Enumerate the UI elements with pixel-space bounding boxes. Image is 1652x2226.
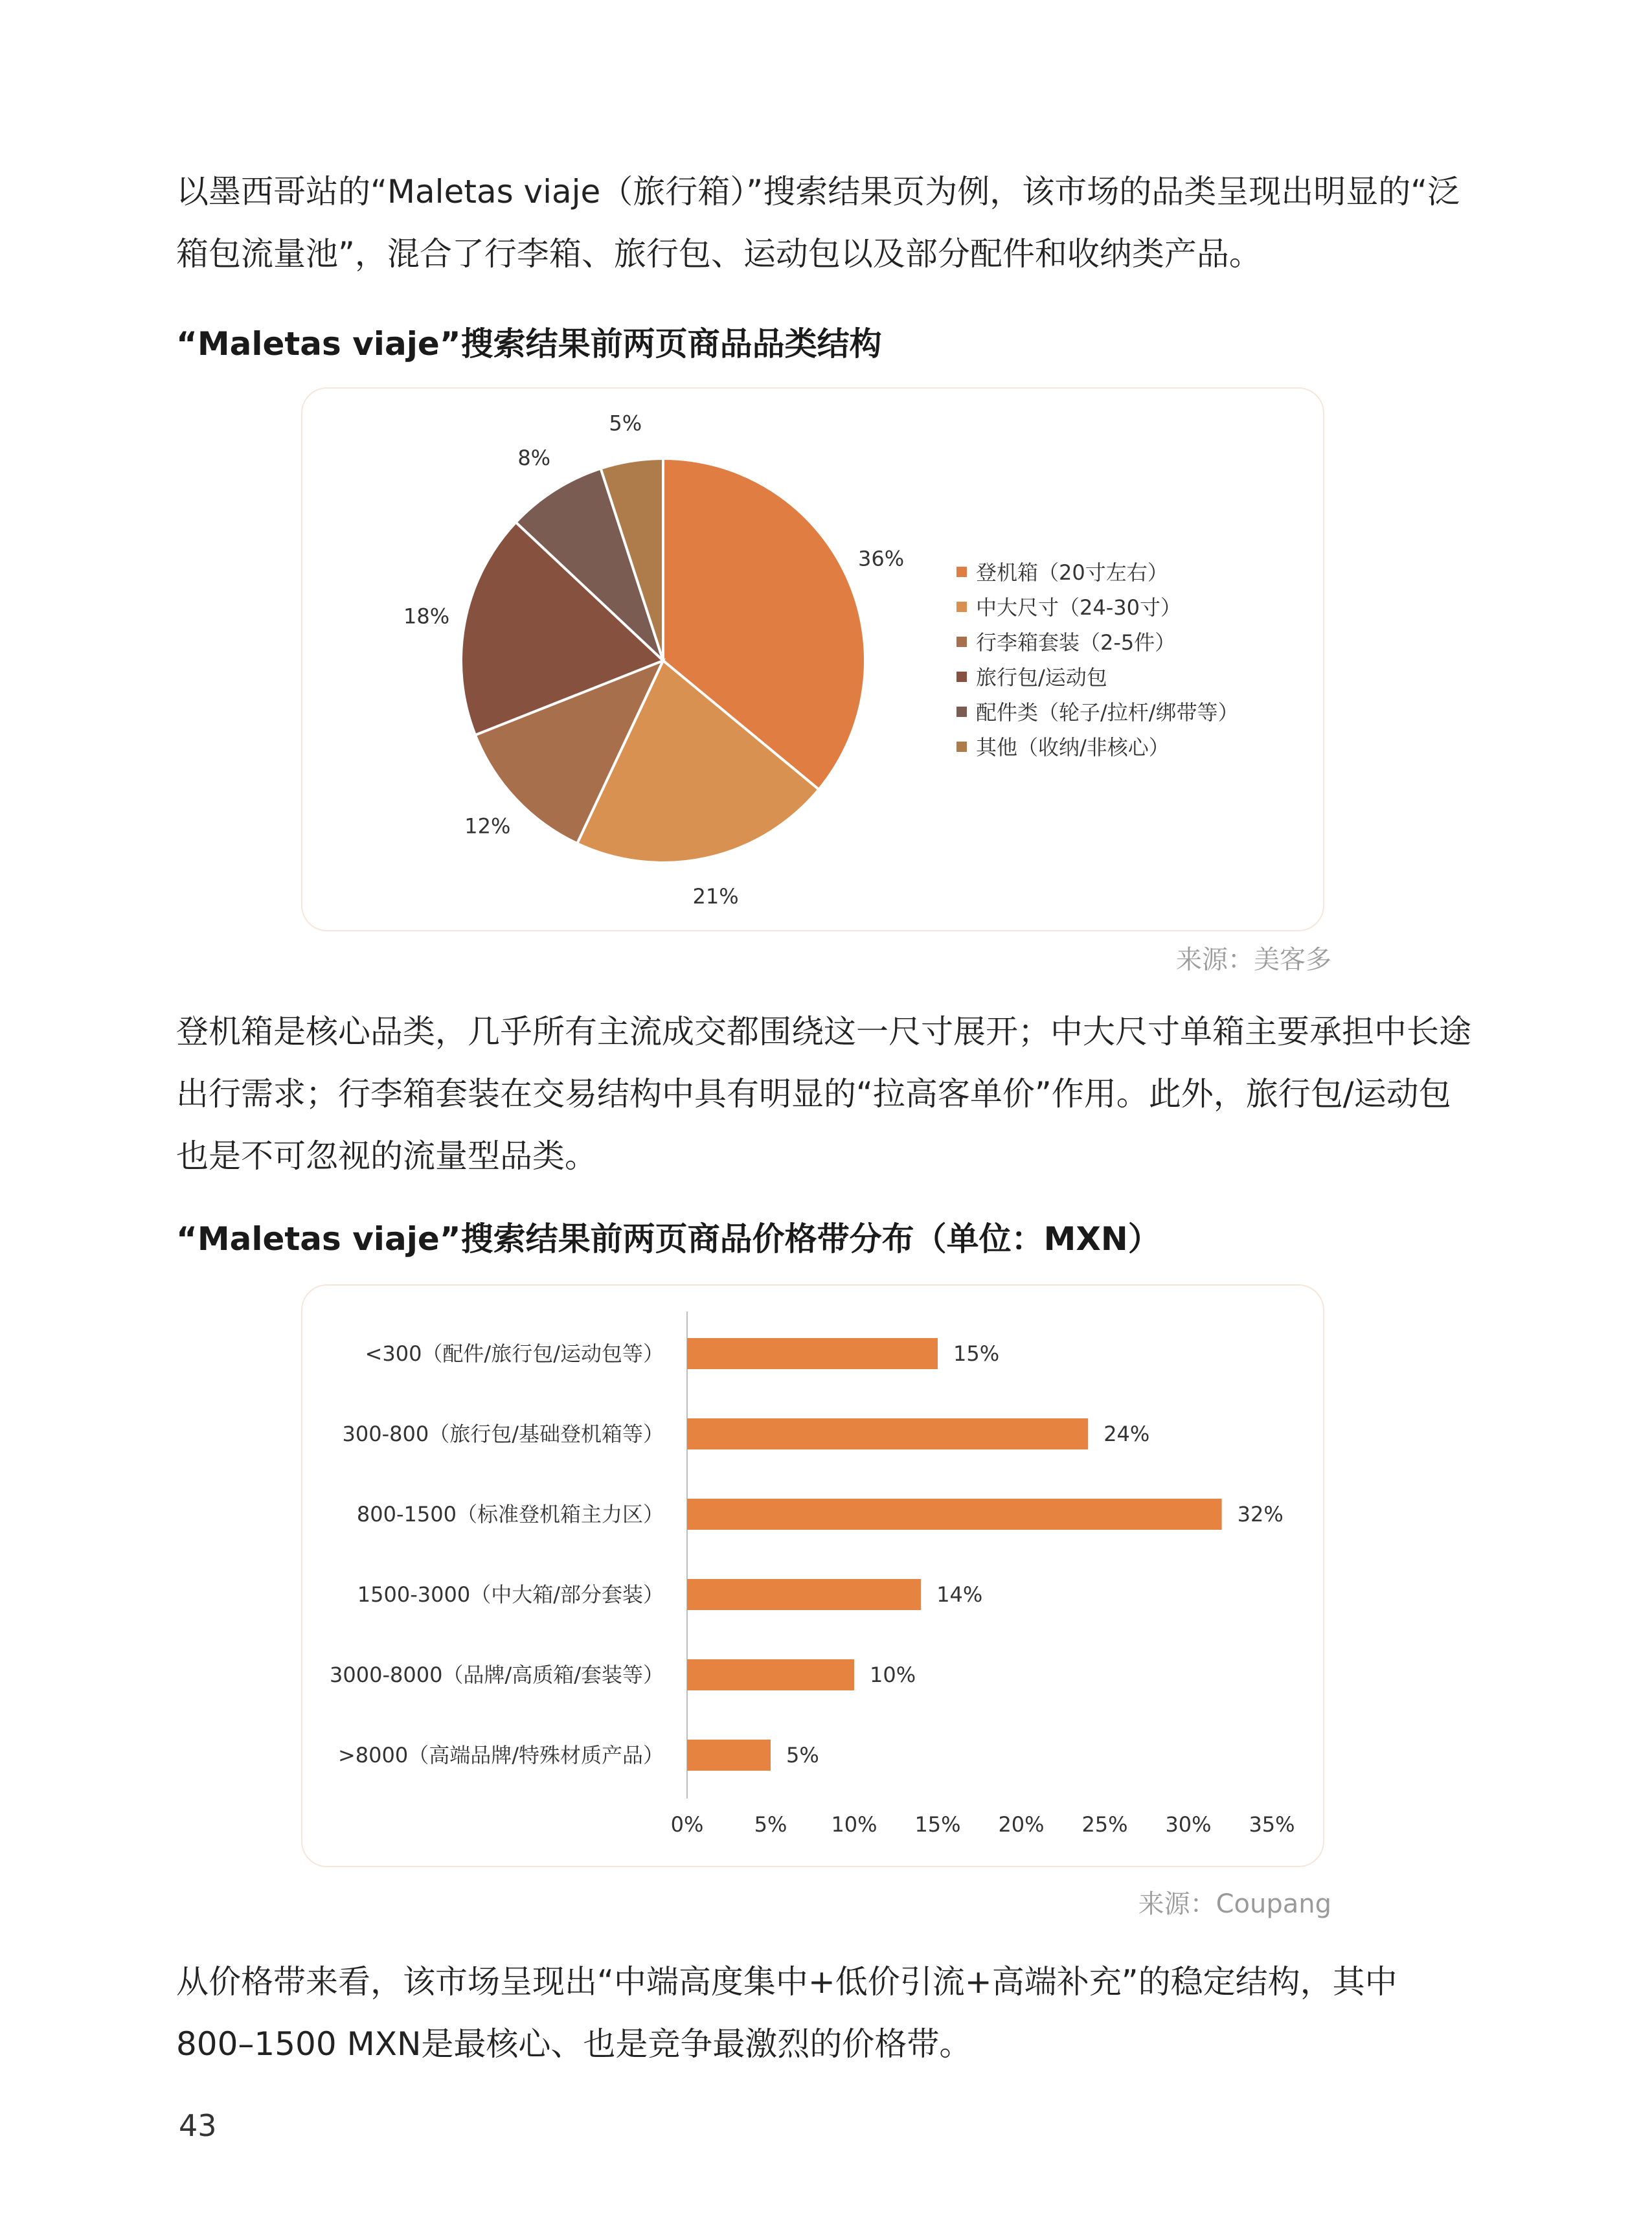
conclusion-paragraph-line-1: 从价格带来看，该市场呈现出“中端高度集中+低价引流+高端补充”的稳定结构，其中 (176, 1963, 1397, 2001)
bar-chart-source: 来源：Coupang (1138, 1889, 1331, 1919)
pie-chart (302, 389, 1323, 930)
analysis-paragraph-line-2: 出行需求；行李箱套装在交易结构中具有明显的“拉高客单价”作用。此外，旅行包/运动包 (176, 1075, 1451, 1113)
x-tick-label: 30% (1165, 1812, 1212, 1837)
x-tick-label: 15% (914, 1812, 961, 1837)
x-tick-label: 20% (998, 1812, 1045, 1837)
legend-swatch (956, 602, 967, 612)
bar-category-label: 800-1500（标准登机箱主力区） (356, 1502, 664, 1527)
x-tick-label: 35% (1249, 1812, 1295, 1837)
legend-label: 其他（收纳/非核心） (976, 735, 1170, 760)
bar-category-label: <300（配件/旅行包/运动包等） (365, 1341, 664, 1366)
page-number: 43 (179, 2108, 217, 2143)
analysis-paragraph-line-3: 也是不可忽视的流量型品类。 (176, 1137, 597, 1175)
intro-paragraph-line-2: 箱包流量池”，混合了行李箱、旅行包、运动包以及部分配件和收纳类产品。 (176, 235, 1262, 273)
bar-data-label: 32% (1237, 1502, 1284, 1527)
bar-chart-card (301, 1284, 1324, 1867)
bar (687, 1338, 938, 1369)
analysis-paragraph-line-1: 登机箱是核心品类，几乎所有主流成交都围绕这一尺寸展开；中大尺寸单箱主要承担中长途 (176, 1013, 1471, 1051)
pie-chart-title: “Maletas viaje”搜索结果前两页商品品类结构 (176, 325, 882, 363)
conclusion-paragraph-line-2: 800–1500 MXN是最核心、也是竞争最激烈的价格带。 (176, 2025, 972, 2063)
bar-data-label: 10% (870, 1663, 916, 1687)
pie-chart-card (301, 387, 1324, 931)
bar-chart (302, 1286, 1323, 1866)
x-tick-label: 25% (1081, 1812, 1128, 1837)
legend-label: 旅行包/运动包 (976, 665, 1107, 690)
legend-label: 登机箱（20寸左右） (976, 560, 1168, 585)
pie-chart-source: 来源：美客多 (1176, 945, 1331, 975)
bar (687, 1740, 771, 1771)
bar (687, 1418, 1088, 1449)
pie-data-label: 5% (609, 411, 642, 436)
bar-category-label: 3000-8000（品牌/高质箱/套装等） (330, 1663, 664, 1687)
legend-swatch (956, 672, 967, 682)
pie-data-label: 18% (403, 604, 450, 629)
legend-swatch (956, 637, 967, 647)
bar-data-label: 14% (936, 1582, 983, 1607)
pie-data-label: 36% (858, 546, 905, 571)
bar-chart-title: “Maletas viaje”搜索结果前两页商品价格带分布（单位：MXN） (176, 1220, 1160, 1258)
x-tick-label: 5% (754, 1812, 787, 1837)
intro-paragraph-line-1: 以墨西哥站的“Maletas viaje（旅行箱）”搜索结果页为例，该市场的品类呈现出明显的“泛 (176, 173, 1460, 210)
pie-data-label: 12% (464, 813, 511, 839)
bar (687, 1579, 921, 1610)
bar-category-label: >8000（高端品牌/特殊材质产品） (337, 1743, 664, 1767)
legend-swatch (956, 707, 967, 717)
bar-data-label: 15% (953, 1341, 1000, 1366)
legend-label: 配件类（轮子/拉杆/绑带等） (976, 700, 1239, 725)
pie-data-label: 21% (692, 884, 739, 909)
bar-data-label: 5% (786, 1743, 819, 1767)
legend-swatch (956, 742, 967, 752)
x-tick-label: 10% (831, 1812, 877, 1837)
bar (687, 1499, 1222, 1530)
legend-swatch (956, 567, 967, 577)
x-tick-label: 0% (670, 1812, 704, 1837)
bar-category-label: 300-800（旅行包/基础登机箱等） (342, 1422, 664, 1446)
bar (687, 1659, 854, 1690)
pie-data-label: 8% (517, 445, 551, 470)
bar-data-label: 24% (1103, 1422, 1150, 1446)
bar-category-label: 1500-3000（中大箱/部分套装） (357, 1582, 664, 1607)
legend-label: 行李箱套装（2-5件） (976, 630, 1176, 655)
legend-label: 中大尺寸（24-30寸） (976, 595, 1181, 620)
